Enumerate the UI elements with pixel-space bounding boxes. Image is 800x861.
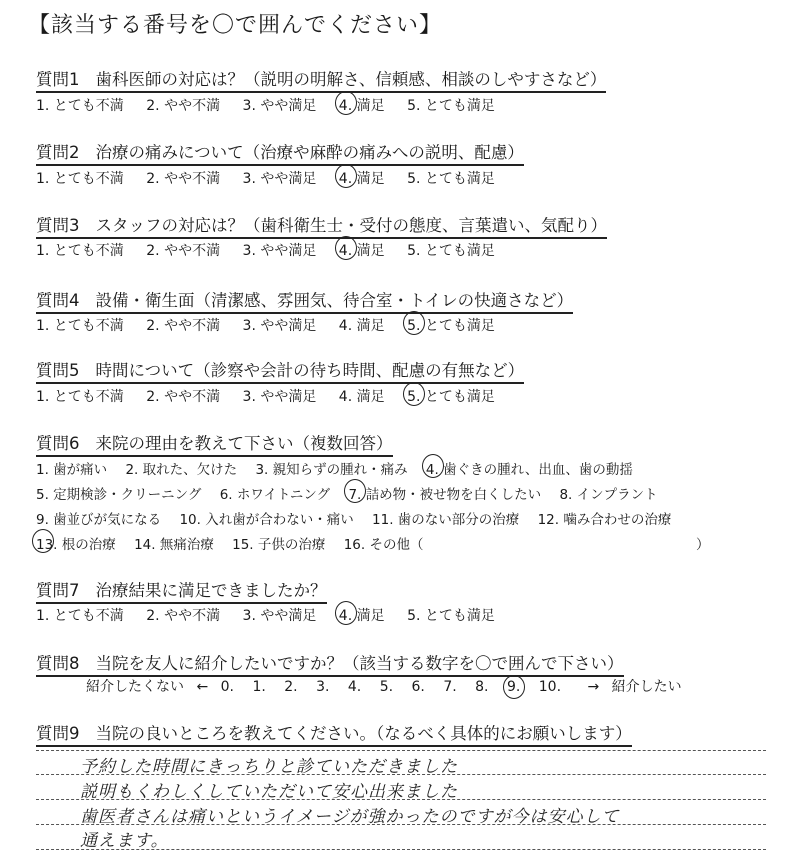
option-1[interactable]: 1. とても不満	[36, 318, 124, 334]
handwritten-answer-line-4: 通えます。	[80, 831, 169, 851]
question-6-row-2	[36, 483, 672, 503]
option-1[interactable]: 1. とても不満	[36, 171, 124, 187]
question-7-options	[36, 605, 513, 625]
scale-3[interactable]: 3.	[316, 679, 330, 695]
question-text: 治療の痛みについて（治療や麻酔の痛みへの説明、配慮）	[95, 143, 524, 162]
question-6-row-4	[36, 533, 710, 553]
option-9[interactable]: 9. 歯並びが気になる	[36, 512, 162, 528]
option-1[interactable]: 1. 歯が痛い	[36, 462, 108, 478]
handwritten-answer-line-3: 歯医者さんは痛いというイメージが強かったのですが今は安心して	[80, 807, 620, 827]
left-arrow-icon: ←	[196, 679, 209, 695]
question-6-row-1	[36, 458, 647, 478]
option-1[interactable]: 1. とても不満	[36, 389, 124, 405]
scale-0[interactable]: 0.	[220, 679, 234, 695]
option-1[interactable]: 1. とても不満	[36, 98, 124, 114]
option-13-selected[interactable]: 13. 根の治療	[36, 533, 116, 553]
handwritten-answer-line-2: 説明もくわしくしていただいて安心出来ました	[80, 782, 458, 802]
scale-7[interactable]: 7.	[443, 679, 457, 695]
option-2[interactable]: 2. やや不満	[146, 171, 221, 187]
option-2[interactable]: 2. 取れた、欠けた	[125, 462, 238, 478]
option-3[interactable]: 3. やや満足	[242, 171, 317, 187]
option-4[interactable]: 4. 満足	[338, 389, 385, 405]
option-1[interactable]: 1. とても不満	[36, 608, 124, 624]
scale-5[interactable]: 5.	[379, 679, 394, 695]
option-3[interactable]: 3. やや満足	[242, 98, 317, 114]
question-text: スタッフの対応は？（歯科衛生士・受付の態度、言葉遣い、気配り）	[95, 216, 607, 235]
scale-2[interactable]: 2.	[284, 679, 298, 695]
right-arrow-icon: →	[587, 679, 600, 695]
question-7-title	[36, 577, 327, 604]
option-2[interactable]: 2. やや不満	[146, 608, 221, 624]
question-6-title	[36, 430, 393, 457]
question-number: 質問7	[36, 581, 80, 600]
question-number: 質問9	[36, 724, 80, 743]
survey-header: 【該当する番号を〇で囲んでください】	[28, 13, 443, 38]
option-15[interactable]: 15. 子供の治療	[232, 537, 326, 553]
option-11[interactable]: 11. 歯のない部分の治療	[372, 512, 520, 528]
question-number: 質問4	[36, 291, 80, 310]
scale-9-selected[interactable]: 9.	[506, 679, 521, 695]
option-5[interactable]: 5. とても満足	[407, 98, 495, 114]
question-4-title	[36, 287, 573, 314]
option-4-selected[interactable]: 4. 満足	[339, 240, 385, 260]
handwritten-answer-line-1: 予約した時間にきっちりと診ていただきました	[80, 757, 458, 777]
scale-left-label: 紹介したくない	[86, 679, 184, 695]
question-text: 時間について（診察や会計の待ち時間、配慮の有無など）	[95, 361, 525, 380]
question-text: 治療結果に満足できましたか？	[95, 581, 327, 600]
option-4[interactable]: 4. 満足	[338, 318, 385, 334]
question-3-title	[36, 212, 607, 239]
scale-4[interactable]: 4.	[347, 679, 362, 695]
option-5[interactable]: 5. とても満足	[407, 608, 495, 624]
question-text: 当院の良いところを教えてください。（なるべく具体的にお願いします）	[95, 724, 632, 743]
option-5[interactable]: 5. とても満足	[407, 243, 495, 259]
question-2-options	[36, 168, 513, 188]
option-4-selected[interactable]: 4. 満足	[339, 168, 385, 188]
question-5-title	[36, 357, 524, 384]
question-text: 当院を友人に紹介したいですか？（該当する数字を〇で囲んで下さい）	[95, 654, 624, 673]
option-10[interactable]: 10. 入れ歯が合わない・痛い	[179, 512, 354, 528]
question-number: 質問6	[36, 434, 80, 453]
option-5[interactable]: 5. とても満足	[407, 171, 495, 187]
option-3[interactable]: 3. やや満足	[242, 318, 317, 334]
option-4-selected[interactable]: 4. 歯ぐきの腫れ、出血、歯の動揺	[426, 458, 633, 478]
question-4-options	[36, 315, 513, 335]
option-1[interactable]: 1. とても不満	[36, 243, 124, 259]
scale-10[interactable]: 10.	[538, 679, 562, 695]
scale-right-label: 紹介したい	[611, 679, 682, 695]
option-2[interactable]: 2. やや不満	[146, 318, 221, 334]
question-6-row-3	[36, 508, 685, 528]
option-6[interactable]: 6. ホワイトニング	[219, 487, 331, 503]
scale-8[interactable]: 8.	[475, 679, 489, 695]
option-14[interactable]: 14. 無痛治療	[134, 537, 214, 553]
option-3[interactable]: 3. やや満足	[242, 608, 317, 624]
question-number: 質問5	[36, 361, 80, 380]
scale-6[interactable]: 6.	[411, 679, 425, 695]
question-9-title	[36, 720, 632, 747]
option-7-selected[interactable]: 7. 詰め物・被せ物を白くしたい	[348, 483, 541, 503]
question-3-options	[36, 240, 513, 260]
option-12[interactable]: 12. 噛み合わせの治療	[537, 512, 672, 528]
option-8[interactable]: 8. インプラント	[559, 487, 658, 503]
option-5-selected[interactable]: 5. とても満足	[407, 386, 495, 406]
question-number: 質問8	[36, 654, 80, 673]
option-16[interactable]: 16. その他（	[343, 537, 424, 553]
option-2[interactable]: 2. やや不満	[146, 243, 221, 259]
option-3[interactable]: 3. やや満足	[242, 389, 317, 405]
option-2[interactable]: 2. やや不満	[146, 98, 221, 114]
question-number: 質問3	[36, 216, 80, 235]
option-5[interactable]: 5. 定期検診・クリーニング	[36, 487, 202, 503]
option-2[interactable]: 2. やや不満	[146, 389, 221, 405]
question-5-options	[36, 386, 513, 406]
question-text: 来院の理由を教えて下さい（複数回答）	[95, 434, 393, 453]
question-8-title	[36, 650, 624, 677]
option-4-selected[interactable]: 4. 満足	[339, 95, 385, 115]
option-4-selected[interactable]: 4. 満足	[339, 605, 385, 625]
option-3[interactable]: 3. 親知らずの腫れ・痛み	[255, 462, 408, 478]
question-text: 歯科医師の対応は？（説明の明解さ、信頼感、相談のしやすさなど）	[95, 70, 607, 89]
question-1-options	[36, 95, 513, 115]
scale-1[interactable]: 1.	[252, 679, 266, 695]
recommend-scale	[86, 676, 682, 696]
question-number: 質問1	[36, 70, 80, 89]
question-number: 質問2	[36, 143, 80, 162]
dashed-line	[36, 750, 766, 751]
question-text: 設備・衛生面（清潔感、雰囲気、待合室・トイレの快適さなど）	[95, 291, 574, 310]
option-5-selected[interactable]: 5. とても満足	[407, 315, 495, 335]
question-1-title	[36, 66, 606, 93]
question-2-title	[36, 139, 524, 166]
option-3[interactable]: 3. やや満足	[242, 243, 317, 259]
other-close-paren: ）	[696, 537, 710, 553]
